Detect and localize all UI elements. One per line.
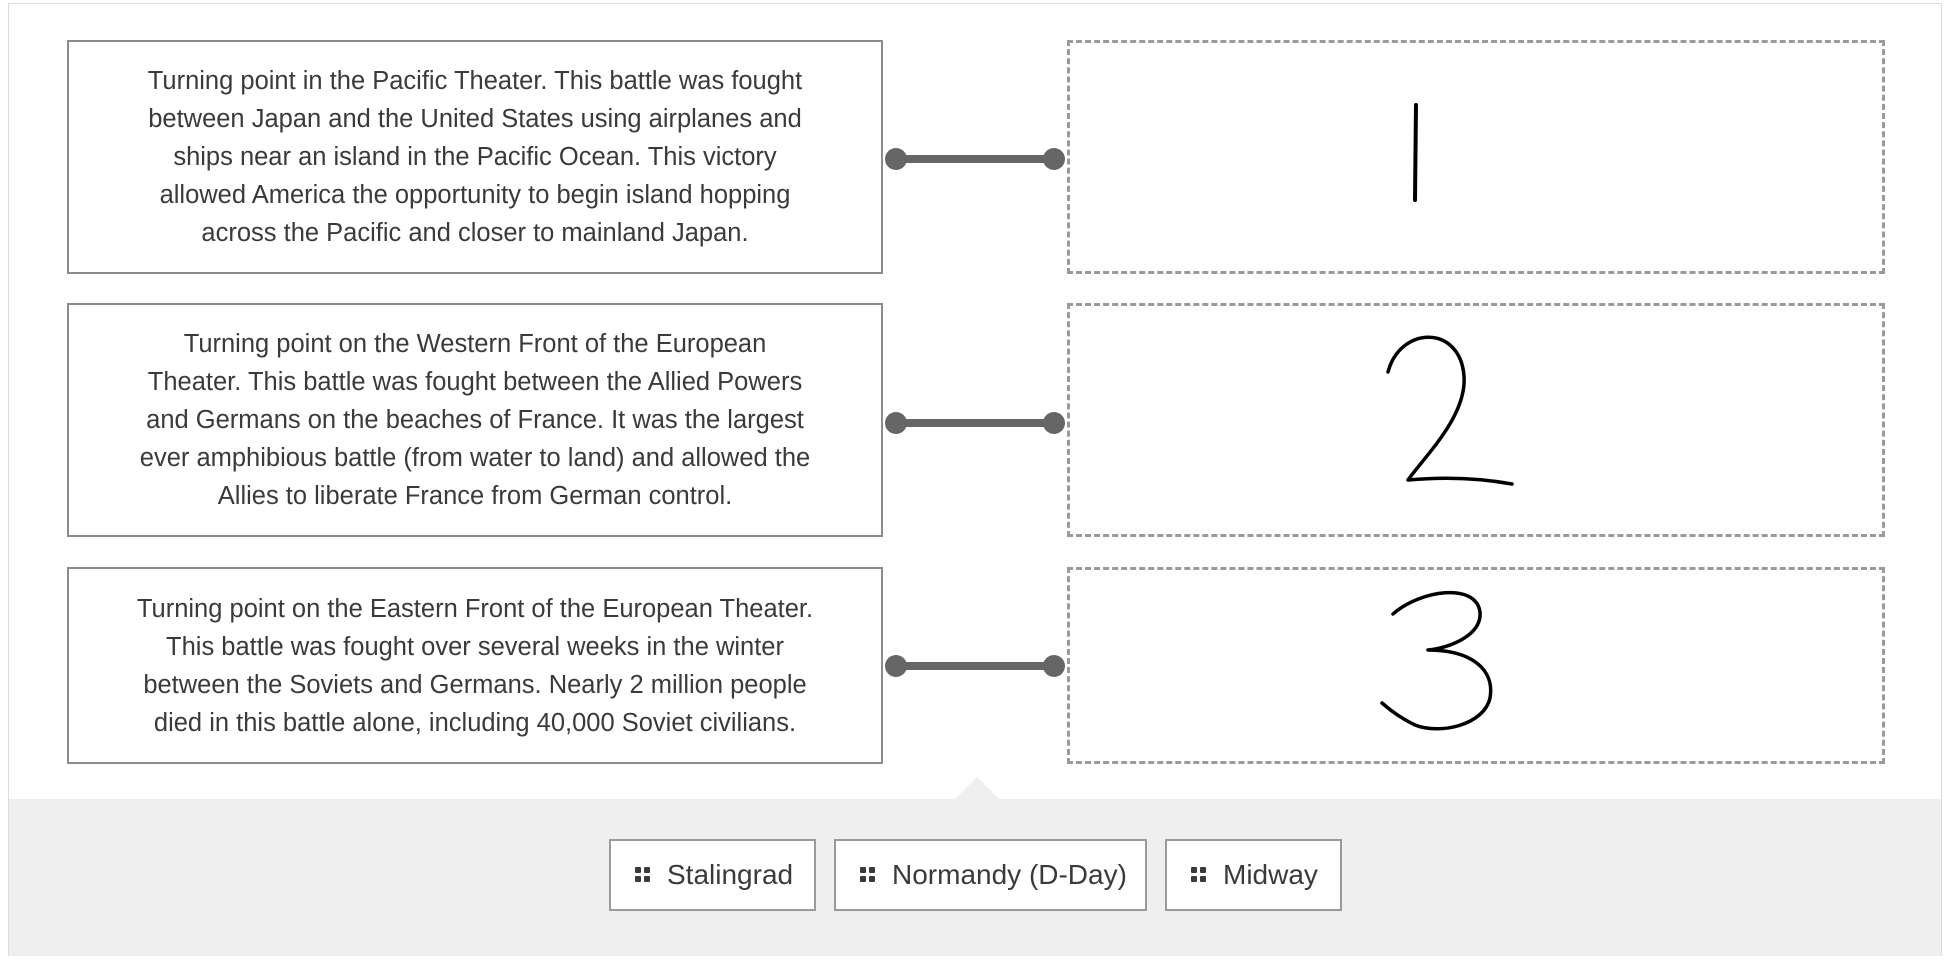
prompt-box-3 bbox=[67, 567, 883, 764]
prompt-text-2: Turning point on the Western Front of the European Theater. This battle was fought between the Allied Powers and Germans on the beaches of France. It was the largest ever amphibious battle (from water to land) and allowed the Allies to liberate France from German control. bbox=[139, 330, 811, 510]
drop-zone-2[interactable] bbox=[1067, 303, 1885, 537]
drop-zone-1[interactable] bbox=[1067, 40, 1885, 274]
handwritten-3 bbox=[1070, 570, 1882, 761]
drag-handle-icon bbox=[635, 867, 651, 883]
prompt-text-1: Turning point in the Pacific Theater. This battle was fought between Japan and the United States using airplanes and ships near an island in the Pacific Ocean. This victory allowed America the opportunity to begin island hopping across the Pacific and closer to mainland Japan. bbox=[147, 67, 803, 247]
connector-1 bbox=[884, 145, 1074, 173]
choice-label: Normandy (D-Day) bbox=[892, 859, 1127, 890]
prompt-box-1 bbox=[67, 40, 883, 274]
handwritten-2 bbox=[1070, 306, 1882, 534]
connector-2 bbox=[884, 409, 1074, 437]
drag-handle-icon bbox=[1191, 867, 1207, 883]
tray-pointer bbox=[955, 777, 999, 799]
drag-handle-icon bbox=[860, 867, 876, 883]
connector-3 bbox=[884, 652, 1074, 680]
choice-label: Stalingrad bbox=[667, 859, 794, 890]
choice-label: Midway bbox=[1223, 859, 1318, 890]
choice-stalingrad[interactable] bbox=[609, 839, 816, 911]
choice-midway[interactable] bbox=[1165, 839, 1342, 911]
prompt-text-3: Turning point on the Eastern Front of the European Theater. This battle was fought over several weeks in the winter between the Soviets and Germans. Nearly 2 million people died in this battle alone, including 40,000 Soviet civilians. bbox=[136, 594, 814, 737]
choice-normandy[interactable] bbox=[834, 839, 1147, 911]
drop-zone-3[interactable] bbox=[1067, 567, 1885, 764]
prompt-box-2 bbox=[67, 303, 883, 537]
handwritten-1 bbox=[1070, 43, 1882, 271]
